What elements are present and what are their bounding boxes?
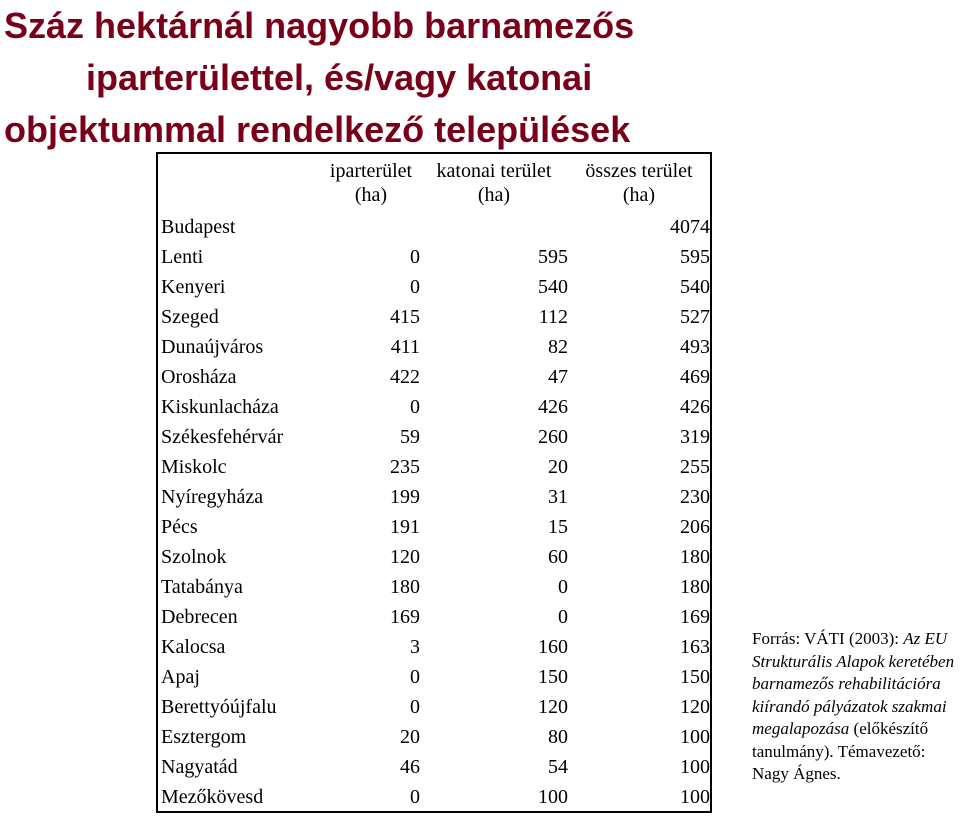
cell-katonai-terulet: 54 bbox=[548, 756, 568, 778]
header-iparterulet: iparterület (ha) bbox=[329, 160, 413, 206]
cell-osszes-terulet: 180 bbox=[680, 576, 710, 598]
cell-osszes-terulet: 469 bbox=[680, 366, 710, 388]
cell-iparterulet: 169 bbox=[390, 606, 420, 628]
cell-osszes-terulet: 255 bbox=[680, 456, 710, 478]
cell-iparterulet: 235 bbox=[390, 456, 420, 478]
page-title bbox=[4, 0, 954, 156]
cell-osszes-terulet: 4074 bbox=[670, 216, 710, 238]
title-line-2: iparterülettel, és/vagy katonai bbox=[86, 57, 593, 98]
cell-iparterulet: 0 bbox=[410, 276, 420, 298]
row-name: Pécs bbox=[161, 516, 198, 538]
row-name: Tatabánya bbox=[161, 576, 243, 598]
row-name: Orosháza bbox=[161, 366, 237, 388]
cell-iparterulet: 59 bbox=[400, 426, 420, 448]
row-name: Kiskunlacháza bbox=[161, 396, 279, 418]
table-row bbox=[158, 572, 710, 602]
row-name: Nagyatád bbox=[161, 756, 238, 778]
cell-iparterulet: 0 bbox=[410, 666, 420, 688]
row-name: Miskolc bbox=[161, 456, 227, 478]
cell-katonai-terulet bbox=[420, 212, 568, 242]
row-name: Debrecen bbox=[161, 606, 238, 628]
row-name: Dunaújváros bbox=[161, 336, 264, 358]
table-row bbox=[158, 782, 710, 812]
cell-iparterulet: 0 bbox=[410, 396, 420, 418]
cell-osszes-terulet: 493 bbox=[680, 336, 710, 358]
cell-katonai-terulet: 100 bbox=[538, 786, 568, 808]
cell-katonai-terulet: 112 bbox=[538, 306, 568, 328]
row-name: Budapest bbox=[161, 216, 236, 238]
cell-katonai-terulet: 160 bbox=[538, 636, 568, 658]
table-header-row bbox=[158, 154, 710, 212]
table-row bbox=[158, 302, 710, 332]
cell-iparterulet: 415 bbox=[390, 306, 420, 328]
cell-katonai-terulet: 80 bbox=[548, 726, 568, 748]
table-row bbox=[158, 512, 710, 542]
cell-osszes-terulet: 100 bbox=[680, 756, 710, 778]
row-name: Lenti bbox=[161, 246, 204, 268]
cell-osszes-terulet: 180 bbox=[680, 546, 710, 568]
row-name: Nyíregyháza bbox=[161, 486, 264, 508]
cell-katonai-terulet: 120 bbox=[538, 696, 568, 718]
title-line-3: objektummal rendelkező települések bbox=[4, 109, 631, 150]
cell-osszes-terulet: 120 bbox=[680, 696, 710, 718]
data-table-frame bbox=[156, 152, 712, 813]
cell-iparterulet: 0 bbox=[410, 786, 420, 808]
row-name: Apaj bbox=[161, 666, 200, 688]
source-note: Forrás: VÁTI (2003): Az EU Strukturális Alapok keretében barnamezős rehabilitációra kiírandó pályázatok szakmai megalapozása (előkészítő tanulmány). Témavezető: Nagy Ágnes. bbox=[752, 629, 955, 783]
table-row bbox=[158, 482, 710, 512]
cell-iparterulet: 46 bbox=[400, 756, 420, 778]
cell-osszes-terulet: 595 bbox=[680, 246, 710, 268]
cell-osszes-terulet: 100 bbox=[680, 726, 710, 748]
cell-iparterulet: 120 bbox=[390, 546, 420, 568]
row-name: Szeged bbox=[161, 306, 219, 328]
row-name: Szolnok bbox=[161, 546, 227, 568]
header-katonai-terulet: katonai terület (ha) bbox=[436, 160, 552, 206]
cell-osszes-terulet: 540 bbox=[680, 276, 710, 298]
row-name: Mezőkövesd bbox=[161, 786, 264, 808]
cell-iparterulet: 20 bbox=[400, 726, 420, 748]
table-row bbox=[158, 692, 710, 722]
cell-katonai-terulet: 47 bbox=[548, 366, 568, 388]
cell-iparterulet: 3 bbox=[410, 636, 420, 658]
source-title: Az EU Strukturális Alapok keretében barnamezős rehabilitációra kiírandó pályázatok szakmai megalapozása bbox=[752, 629, 955, 738]
cell-katonai-terulet: 31 bbox=[548, 486, 568, 508]
cell-iparterulet: 411 bbox=[390, 336, 420, 358]
cell-iparterulet bbox=[322, 212, 420, 242]
cell-katonai-terulet: 15 bbox=[548, 516, 568, 538]
cell-katonai-terulet: 260 bbox=[538, 426, 568, 448]
table-row bbox=[158, 752, 710, 782]
cell-katonai-terulet: 150 bbox=[538, 666, 568, 688]
cell-osszes-terulet: 169 bbox=[680, 606, 710, 628]
cell-iparterulet: 0 bbox=[410, 696, 420, 718]
cell-osszes-terulet: 426 bbox=[680, 396, 710, 418]
cell-osszes-terulet: 163 bbox=[680, 636, 710, 658]
table-row bbox=[158, 362, 710, 392]
cell-iparterulet: 199 bbox=[390, 486, 420, 508]
table-row bbox=[158, 452, 710, 482]
cell-osszes-terulet: 206 bbox=[680, 516, 710, 538]
cell-katonai-terulet: 0 bbox=[558, 606, 568, 628]
data-table bbox=[158, 154, 710, 812]
cell-iparterulet: 180 bbox=[390, 576, 420, 598]
title-line-1: Száz hektárnál nagyobb barnamezős bbox=[4, 5, 635, 46]
cell-iparterulet: 0 bbox=[410, 246, 420, 268]
table-row bbox=[158, 332, 710, 362]
cell-katonai-terulet: 20 bbox=[548, 456, 568, 478]
cell-katonai-terulet: 540 bbox=[538, 276, 568, 298]
cell-katonai-terulet: 60 bbox=[548, 546, 568, 568]
row-name: Berettyóújfalu bbox=[161, 696, 277, 718]
row-name: Kenyeri bbox=[161, 276, 226, 298]
table-row bbox=[158, 542, 710, 572]
cell-osszes-terulet: 150 bbox=[680, 666, 710, 688]
table-row bbox=[158, 212, 710, 242]
table-row bbox=[158, 422, 710, 452]
table-row bbox=[158, 602, 710, 632]
cell-katonai-terulet: 0 bbox=[558, 576, 568, 598]
table-row bbox=[158, 242, 710, 272]
cell-katonai-terulet: 426 bbox=[538, 396, 568, 418]
table-row bbox=[158, 392, 710, 422]
cell-iparterulet: 191 bbox=[390, 516, 420, 538]
header-name-col bbox=[158, 154, 322, 212]
cell-osszes-terulet: 100 bbox=[680, 786, 710, 808]
row-name: Esztergom bbox=[161, 726, 247, 748]
cell-osszes-terulet: 527 bbox=[680, 306, 710, 328]
row-name: Székesfehérvár bbox=[161, 426, 284, 448]
table-row bbox=[158, 272, 710, 302]
cell-osszes-terulet: 319 bbox=[680, 426, 710, 448]
cell-katonai-terulet: 595 bbox=[538, 246, 568, 268]
header-osszes-terulet: összes terület (ha) bbox=[585, 160, 693, 206]
table-row bbox=[158, 722, 710, 752]
row-name: Kalocsa bbox=[161, 636, 226, 658]
cell-katonai-terulet: 82 bbox=[548, 336, 568, 358]
table-row bbox=[158, 662, 710, 692]
cell-osszes-terulet: 230 bbox=[680, 486, 710, 508]
table-row bbox=[158, 632, 710, 662]
cell-iparterulet: 422 bbox=[390, 366, 420, 388]
